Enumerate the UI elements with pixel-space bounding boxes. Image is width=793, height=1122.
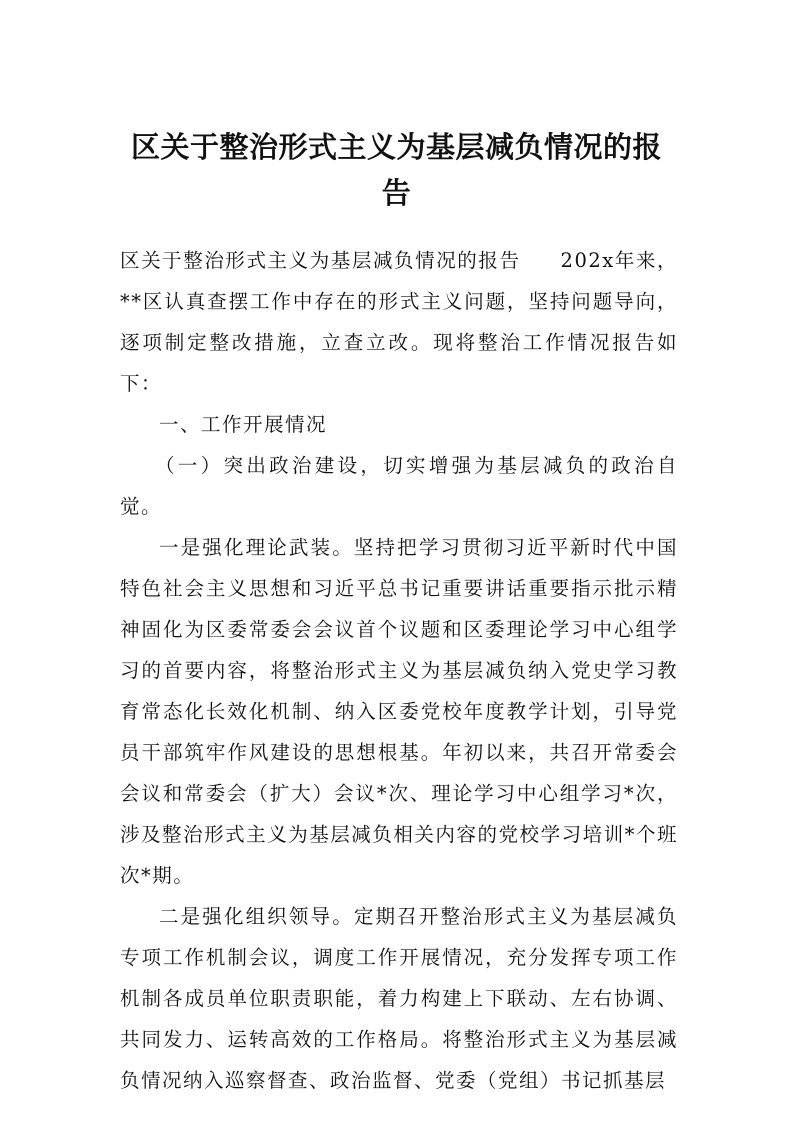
intro-text: 202x年来，**区认真查摆工作中存在的形式主义问题，坚持问题导向，逐项制定整改措施，立查立改。现将整治工作情况报告如下： xyxy=(120,249,678,395)
section-heading: 一、工作开展情况 xyxy=(159,413,328,436)
paragraph-theory: 一是强化理论武装。坚持把学习贯彻习近平新时代中国特色社会主义思想和习近平总书记重要讲话重要指示批示精神固化为区委常委会会议首个议题和区委理论学习中心组学习的首要内容，将整治形式主义为基层减负纳入党史学习教育常态化长效化机制、纳入区委党校年度教学计划，引导党员干部筑牢作风建设的思想根基。年初以来，共召开常委会会议和常委会（扩大）会议*次、理论学习中心组学习*次，涉及整治形式主义为基层减负相关内容的党校学习培训*个班次*期。 xyxy=(120,536,678,887)
document-body xyxy=(120,240,678,1101)
intro-paragraph xyxy=(120,240,678,404)
paragraph-organization: 二是强化组织领导。定期召开整治形式主义为基层减负专项工作机制会议，调度工作开展情况，充分发挥专项工作机制各成员单位职责职能，着力构建上下联动、左右协调、共同发力、运转高效的工作格局。将整治形式主义为基层减负情况纳入巡察督查、政治监督、党委（党组）书记抓基层 xyxy=(120,905,678,1092)
intro-title-ref: 区关于整治形式主义为基层减负情况的报告 xyxy=(120,249,521,272)
subsection-heading: （一）突出政治建设，切实增强为基层减负的政治自觉。 xyxy=(120,454,678,518)
document-title: 区关于整治形式主义为基层减负情况的报告 xyxy=(130,130,662,210)
